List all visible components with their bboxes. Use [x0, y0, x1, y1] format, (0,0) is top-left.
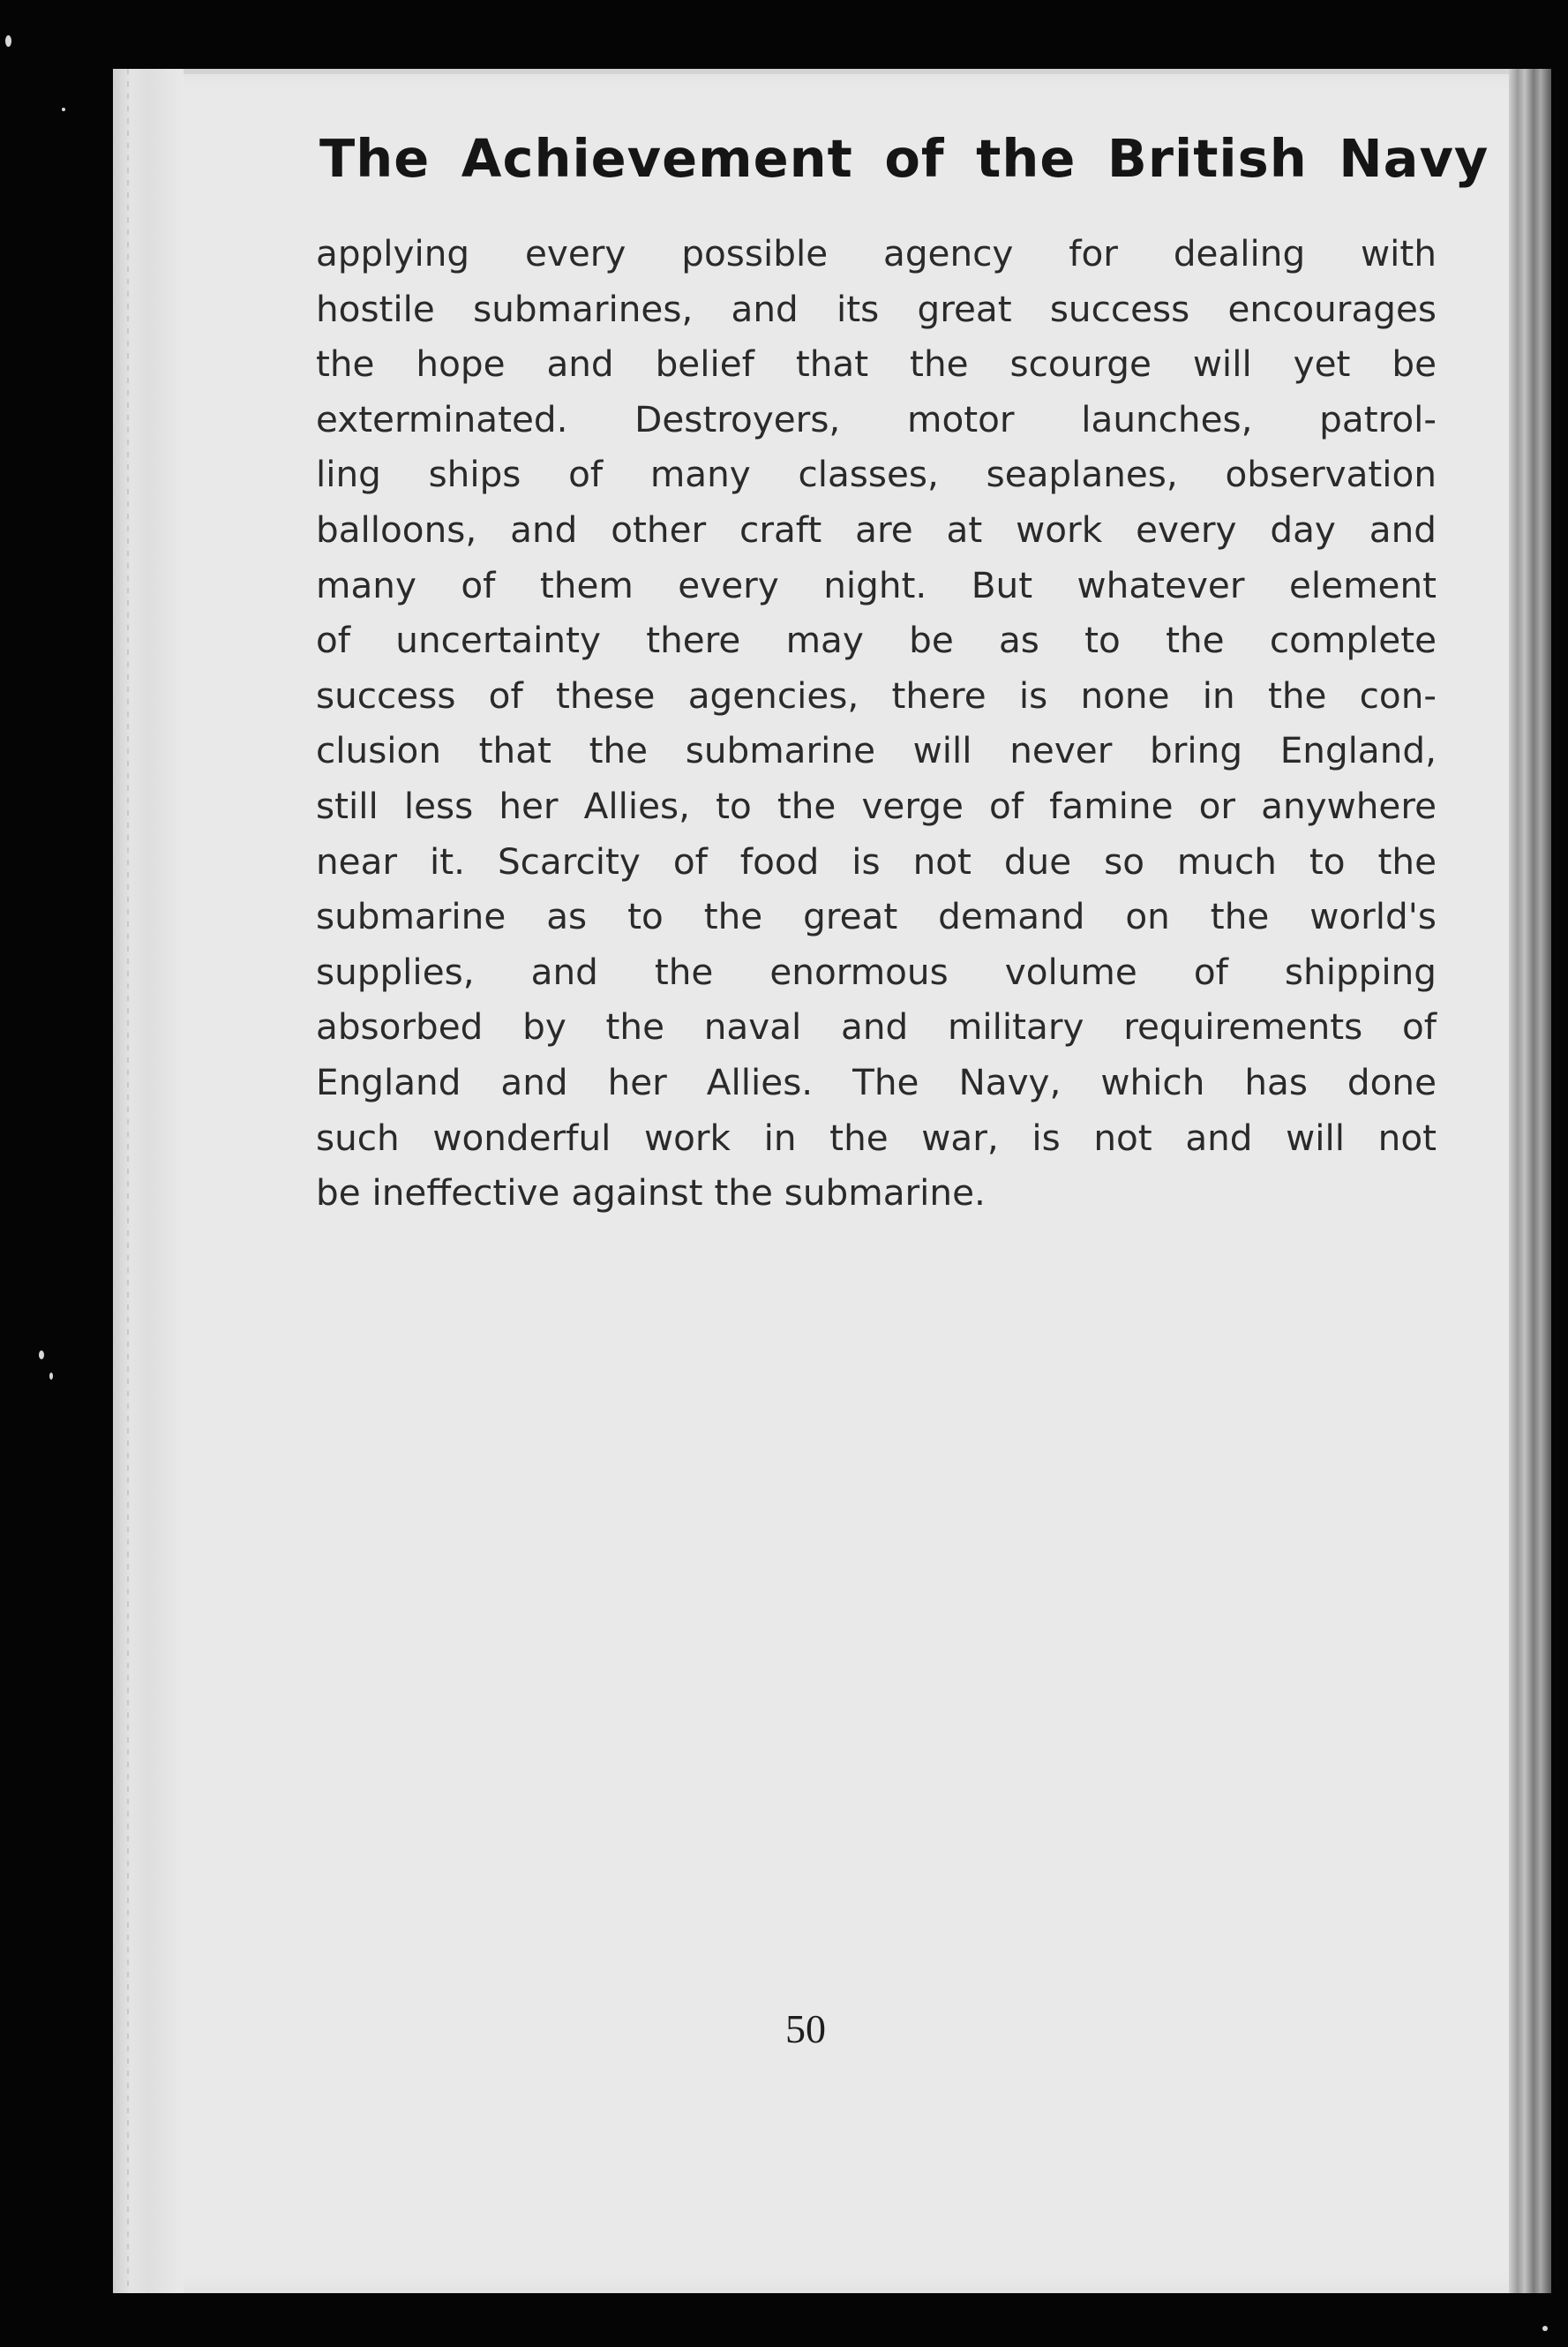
text-line: still less her Allies, to the verge of famine or anywhere [316, 784, 1437, 827]
text-line: balloons, and other craft are at work every day and [316, 508, 1437, 551]
running-head: The Achievement of the British Navy [319, 128, 1489, 189]
text-line: absorbed by the naval and military requirements of [316, 1005, 1437, 1049]
text-line: of uncertainty there may be as to the complete [316, 619, 1437, 662]
text-line: the hope and belief that the scourge will yet be [316, 342, 1437, 386]
text-line: many of them every night. But whatever element [316, 563, 1437, 606]
text-line: clusion that the submarine will never bring England, [316, 729, 1437, 772]
text-line: supplies, and the enormous volume of shipping [316, 950, 1437, 993]
text-line: applying every possible agency for dealing with [316, 232, 1437, 275]
text-line: success of these agencies, there is none in the con- [316, 673, 1437, 717]
page-number: 50 [785, 2006, 826, 2051]
page-fore-edge [1509, 69, 1551, 2293]
page-top-edge [113, 69, 1551, 74]
scan-speck [49, 1373, 53, 1380]
text-line: such wonderful work in the war, is not and will not [316, 1116, 1437, 1159]
text-line: near it. Scarcity of food is not due so much to the [316, 839, 1437, 883]
page-binding-edge [113, 69, 184, 2293]
text-line: England and her Allies. The Navy, which has done [316, 1060, 1437, 1103]
text-line: submarine as to the great demand on the world's [316, 895, 1437, 938]
scan-speck [39, 1350, 44, 1359]
text-line: hostile submarines, and its great success encourages [316, 287, 1437, 330]
body-text [316, 226, 1437, 1221]
text-line: ling ships of many classes, seaplanes, observation [316, 453, 1437, 496]
text-line: exterminated. Destroyers, motor launches, patrol- [316, 397, 1437, 440]
scan-speck [5, 35, 11, 47]
scan-speck [62, 108, 65, 111]
scan-speck [1542, 2326, 1548, 2331]
text-line: be ineffective against the submarine. [316, 1171, 986, 1215]
